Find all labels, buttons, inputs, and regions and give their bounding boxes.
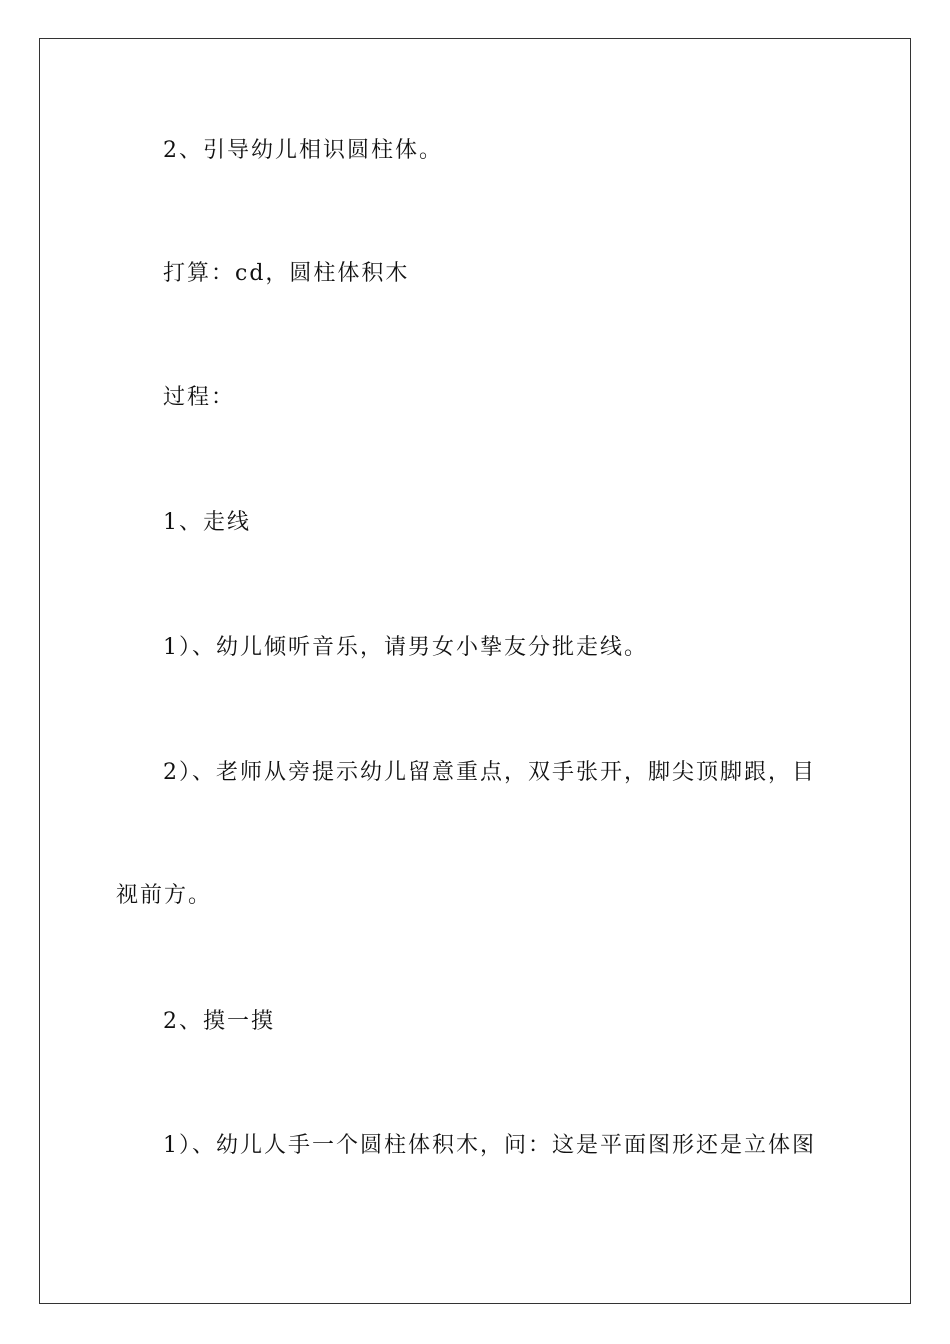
line-step-2-1: 1）、幼儿人手一个圆柱体积木，问：这是平面图形还是立体图 <box>163 1133 816 1158</box>
line-step-1-2: 2）、老师从旁提示幼儿留意重点，双手张开，脚尖顶脚跟，目 <box>163 760 816 785</box>
line-step-2-heading: 2、摸一摸 <box>163 1009 275 1034</box>
line-step-1-2-cont: 视前方。 <box>116 883 213 908</box>
line-step-1-heading: 1、走线 <box>163 510 251 535</box>
line-preparation: 打算：cd，圆柱体积木 <box>163 261 410 286</box>
page-border <box>39 38 911 1304</box>
line-goal-2: 2、引导幼儿相识圆柱体。 <box>163 138 443 163</box>
line-step-1-1: 1）、幼儿倾听音乐，请男女小挚友分批走线。 <box>163 635 648 660</box>
line-process-heading: 过程： <box>163 385 236 410</box>
